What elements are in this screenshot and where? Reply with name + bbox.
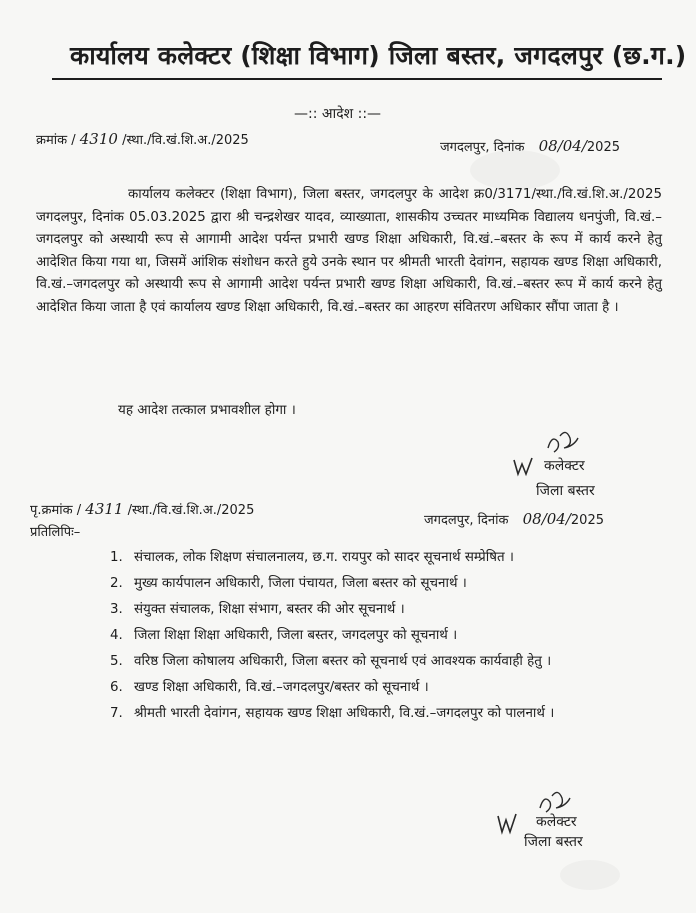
order-body-paragraph: [36, 184, 662, 320]
list-item: 4. जिला शिक्षा शिक्षा अधिकारी, जिला बस्तर, जगदलपुर को सूचनार्थ ।: [110, 628, 458, 643]
ref-suffix: /स्था./वि.खं.शि.अ./2025: [122, 133, 249, 148]
endorsement-date: [424, 510, 604, 528]
order-heading: —:: आदेश ::—: [294, 106, 382, 122]
end-date-month: 04/: [546, 510, 571, 528]
office-header-title: कार्यालय कलेक्टर (शिक्षा विभाग) जिला बस्तर, जगदलपुर (छ.ग.): [70, 41, 687, 70]
list-item: 1. संचालक, लोक शिक्षण संचालनालय, छ.ग. रायपुर को सादर सूचनार्थ सम्प्रेषित ।: [110, 550, 514, 565]
copy-to-label: प्रतिलिपिः–: [30, 525, 81, 540]
date-day: 08/: [538, 137, 563, 155]
header-underline: [52, 78, 662, 80]
end-ref-suffix: /स्था./वि.खं.शि.अ./2025: [127, 503, 255, 518]
ref-number: 4310: [79, 130, 118, 148]
collector-district-1: जिला बस्तर: [536, 483, 595, 499]
list-item: 7. श्रीमती भारती देवांगन, सहायक खण्ड शिक्षा अधिकारी, वि.खं.–जगदलपुर को पालनार्थ ।: [110, 706, 555, 721]
order-body-text: कार्यालय कलेक्टर (शिक्षा विभाग), जिला बस्तर, जगदलपुर के आदेश क्र0/3171/स्था./वि.खं.शि.अ./2025 जगदलपुर, दिनांक 05.03.2025 द्वारा श्री चन्द्रशेखर यादव, व्याख्याता, शासकीय उच्चतर माध्यमिक विद्यालय धनपुंजी, वि.खं.–जगदलपुर को अस्थायी रूप से आगामी आदेश पर्यन्त प्रभारी खण्ड शिक्षा अधिकारी, वि.खं.–बस्तर के रूप में कार्य करने हेतु आदेशित किया गया था, जिसमें आंशिक संशोधन करते हुये उनके स्थान पर श्रीमती भारती देवांगन, सहायक खण्ड शिक्षा अधिकारी, वि.खं.–जगदलपुर को अस्थायी रूप से आगामी आदेश पर्यन्त प्रभारी खण्ड शिक्षा अधिकारी, वि.खं.–बस्तर रूप में कार्य करने हेतु आदेशित किया जाता है एवं कार्यालय खण्ड शिक्षा अधिकारी, वि.खं.–बस्तर का आहरण संवितरण अधिकार सौंपा जाता है ।: [36, 187, 662, 315]
end-date-day: 08/: [522, 510, 547, 528]
end-ref-prefix: पृ.क्रमांक /: [30, 503, 82, 518]
distribution-list: [110, 548, 658, 730]
collector-title-1: कलेक्टर: [544, 458, 585, 474]
order-date: [440, 137, 620, 155]
end-ref-number: 4311: [85, 500, 124, 518]
ref-prefix: क्रमांक /: [36, 133, 76, 148]
collector-district-2: जिला बस्तर: [524, 834, 583, 850]
effect-line: यह आदेश तत्काल प्रभावशील होगा ।: [118, 402, 296, 418]
end-date-year: 2025: [570, 513, 604, 528]
list-item: 5. वरिष्ठ जिला कोषालय अधिकारी, जिला बस्तर को सूचनार्थ एवं आवश्यक कार्यवाही हेतु ।: [110, 654, 552, 669]
order-reference: [36, 130, 249, 148]
place-date-label: जगदलपुर, दिनांक: [440, 140, 525, 155]
endorsement-reference: [30, 500, 254, 518]
list-item: 2. मुख्य कार्यपालन अधिकारी, जिला पंचायत, जिला बस्तर को सूचनार्थ ।: [110, 576, 467, 591]
date-year: 2025: [586, 140, 620, 155]
scan-smudge: [560, 860, 620, 890]
date-month: 04/: [562, 137, 587, 155]
list-item: 6. खण्ड शिक्षा अधिकारी, वि.खं.–जगदलपुर/बस्तर को सूचनार्थ ।: [110, 680, 429, 695]
collector-title-2: कलेक्टर: [536, 814, 577, 830]
end-place-date-label: जगदलपुर, दिनांक: [424, 513, 509, 528]
list-item: 3. संयुक्त संचालक, शिक्षा संभाग, बस्तर की ओर सूचनार्थ ।: [110, 602, 405, 617]
